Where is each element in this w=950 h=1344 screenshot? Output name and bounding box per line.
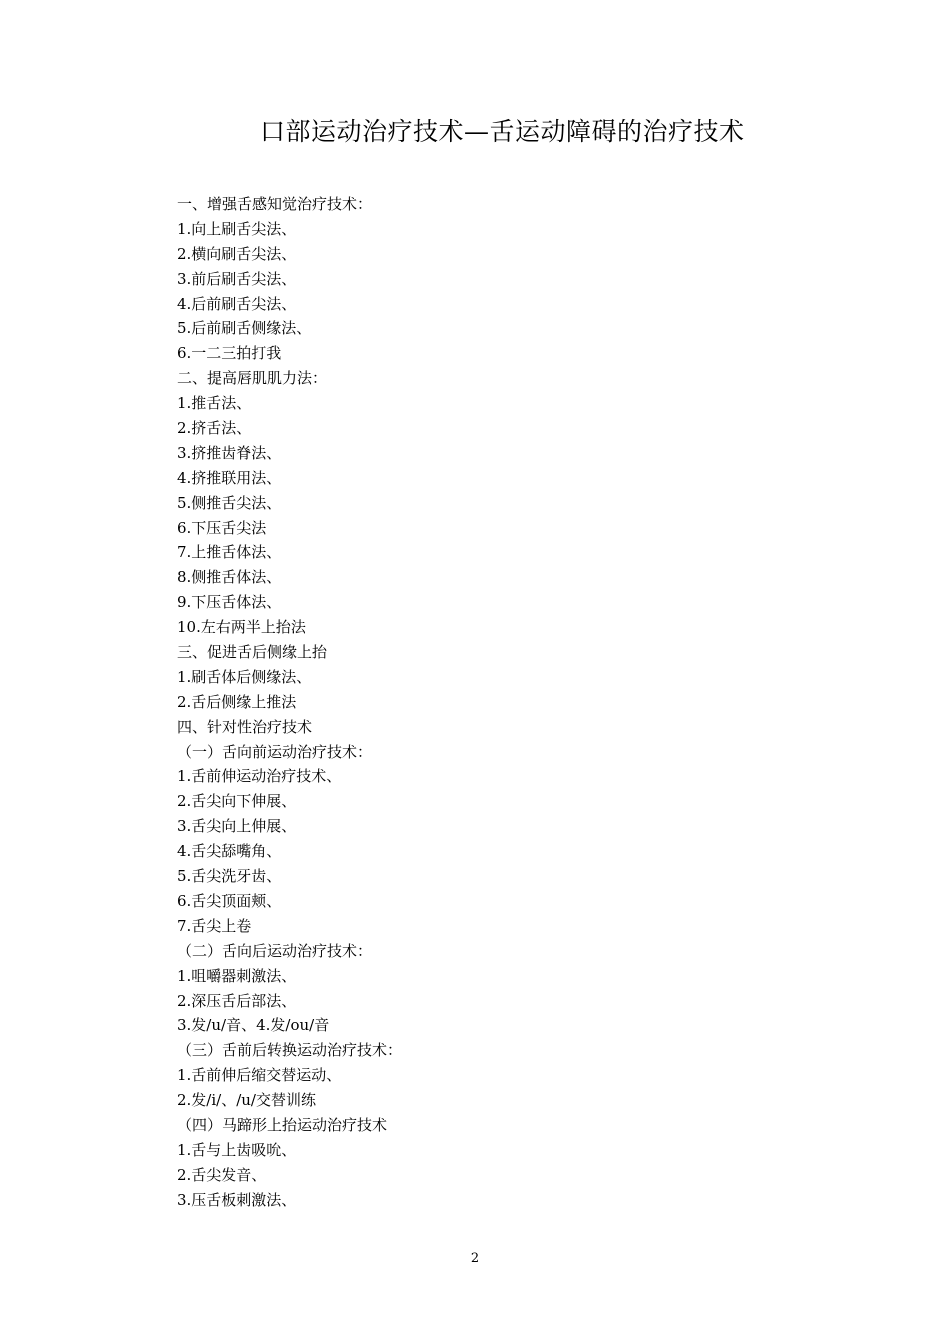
text-line: 2.横向刷舌尖法、 bbox=[177, 244, 297, 263]
text-line: 5.舌尖洗牙齿、 bbox=[177, 867, 282, 886]
page-number: 2 bbox=[470, 1251, 480, 1266]
text-line: 7.上推舌体法、 bbox=[177, 543, 282, 562]
text-line: 四、针对性治疗技术 bbox=[177, 717, 313, 736]
text-line: （三）舌前后转换运动治疗技术： bbox=[177, 1041, 403, 1060]
text-line: 2.深压舌后部法、 bbox=[177, 991, 297, 1010]
text-line: 1.舌前伸运动治疗技术、 bbox=[177, 767, 342, 786]
document-body bbox=[177, 192, 777, 1213]
text-line: 2.发/i/、/u/交替训练 bbox=[177, 1091, 316, 1110]
text-line: 1.向上刷舌尖法、 bbox=[177, 219, 297, 238]
text-line: 2.舌尖向下伸展、 bbox=[177, 792, 297, 811]
text-line: 2.舌后侧缘上推法 bbox=[177, 692, 297, 711]
text-line: 3.舌尖向上伸展、 bbox=[177, 817, 297, 836]
text-line: 5.后前刷舌侧缘法、 bbox=[177, 319, 312, 338]
text-line: （二）舌向后运动治疗技术： bbox=[177, 941, 373, 960]
text-line: 三、促进舌后侧缘上抬 bbox=[177, 643, 328, 662]
text-line: 1.刷舌体后侧缘法、 bbox=[177, 667, 312, 686]
text-line: 2.舌尖发音、 bbox=[177, 1165, 267, 1184]
text-line: 3.发/u/音、4.发/ou/音 bbox=[177, 1016, 330, 1035]
text-line: 10.左右两半上抬法 bbox=[177, 618, 306, 637]
text-line: 3.前后刷舌尖法、 bbox=[177, 269, 297, 288]
text-line: 1.舌与上齿吸吮、 bbox=[177, 1140, 297, 1159]
text-line: 4.后前刷舌尖法、 bbox=[177, 294, 297, 313]
text-line: 8.侧推舌体法、 bbox=[177, 568, 282, 587]
text-line: 一、增强舌感知觉治疗技术： bbox=[177, 195, 373, 213]
text-line: 3.压舌板刺激法、 bbox=[177, 1190, 297, 1209]
text-line: 1.舌前伸后缩交替运动、 bbox=[177, 1066, 342, 1085]
text-line: 9.下压舌体法、 bbox=[177, 593, 282, 612]
text-line: 1.咀嚼器刺激法、 bbox=[177, 966, 297, 985]
text-line: 4.挤推联用法、 bbox=[177, 468, 282, 487]
text-line: 二、提高唇肌肌力法： bbox=[177, 369, 328, 388]
text-line: 2.挤舌法、 bbox=[177, 419, 252, 438]
text-line: （四）马蹄形上抬运动治疗技术 bbox=[177, 1115, 388, 1134]
text-line: 1.推舌法、 bbox=[177, 394, 252, 413]
text-line: 6.下压舌尖法 bbox=[177, 518, 267, 537]
text-line: 4.舌尖舔嘴角、 bbox=[177, 842, 282, 861]
text-line: 5.侧推舌尖法、 bbox=[177, 493, 282, 512]
text-line: （一）舌向前运动治疗技术： bbox=[177, 742, 373, 761]
document-title: 口部运动治疗技术—舌运动障碍的治疗技术 bbox=[260, 117, 745, 146]
text-line: 7.舌尖上卷 bbox=[177, 916, 252, 935]
text-line: 3.挤推齿脊法、 bbox=[177, 443, 282, 462]
text-line: 6.一二三拍打我 bbox=[177, 344, 282, 363]
text-line: 6.舌尖顶面颊、 bbox=[177, 891, 282, 910]
